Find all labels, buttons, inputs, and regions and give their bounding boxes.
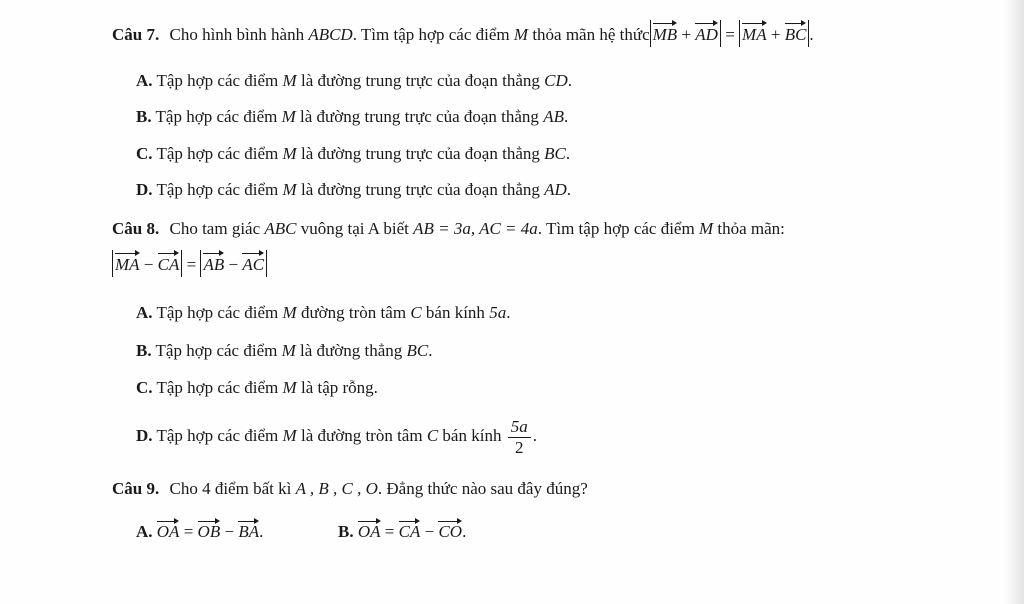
- question-7-option-d[interactable]: D. Tập hợp các điểm M là đường trung trực của đoạn thẳng AD.: [136, 180, 572, 199]
- question-7-option-a[interactable]: A. Tập hợp các điểm M là đường trung trực của đoạn thẳng CD.: [136, 71, 572, 90]
- question-8-stem: Câu 8. Cho tam giác ABC vuông tại A biết AB = 3a, AC = 4a. Tìm tập hợp các điểm M thỏa mãn:: [112, 219, 785, 238]
- question-8-equation: MA − CA = AB − AC: [112, 250, 267, 277]
- question-7-stem: Câu 7. Cho hình bình hành ABCD. Tìm tập hợp các điểm M thỏa mãn hệ thức MB + AD = MA + BC .: [112, 20, 814, 47]
- abs-right: MA + BC: [739, 20, 809, 47]
- page-edge-shadow: [1004, 0, 1024, 604]
- question-9-stem: Câu 9. Cho 4 điểm bất kì A , B , C , O. Đẳng thức nào sau đây đúng?: [112, 479, 588, 498]
- fraction: $\frac{5a}{2}$: [508, 417, 531, 458]
- question-8-option-b[interactable]: B. Tập hợp các điểm M là đường thẳng BC.: [136, 341, 433, 360]
- question-7-option-b[interactable]: B. Tập hợp các điểm M là đường trung trực của đoạn thẳng AB.: [136, 107, 569, 126]
- question-9-option-a[interactable]: A. OA = OB − BA.: [136, 518, 263, 543]
- question-9-label: Câu 9.: [112, 479, 160, 498]
- question-8-option-c[interactable]: C. Tập hợp các điểm M là tập rỗng.: [136, 378, 378, 397]
- question-9-option-b[interactable]: B. OA = CA − CO.: [338, 518, 466, 543]
- question-8-option-d[interactable]: D. Tập hợp các điểm M là đường tròn tâm C bán kính $\frac{5a}{2}$ .: [136, 416, 537, 457]
- question-7-option-c[interactable]: C. Tập hợp các điểm M là đường trung trực của đoạn thẳng BC.: [136, 144, 571, 163]
- abs-left: MB + AD: [650, 20, 721, 47]
- question-8-label: Câu 8.: [112, 219, 160, 238]
- question-8-option-a[interactable]: A. Tập hợp các điểm M đường tròn tâm C bán kính 5a.: [136, 303, 511, 322]
- question-7-label: Câu 7.: [112, 25, 160, 44]
